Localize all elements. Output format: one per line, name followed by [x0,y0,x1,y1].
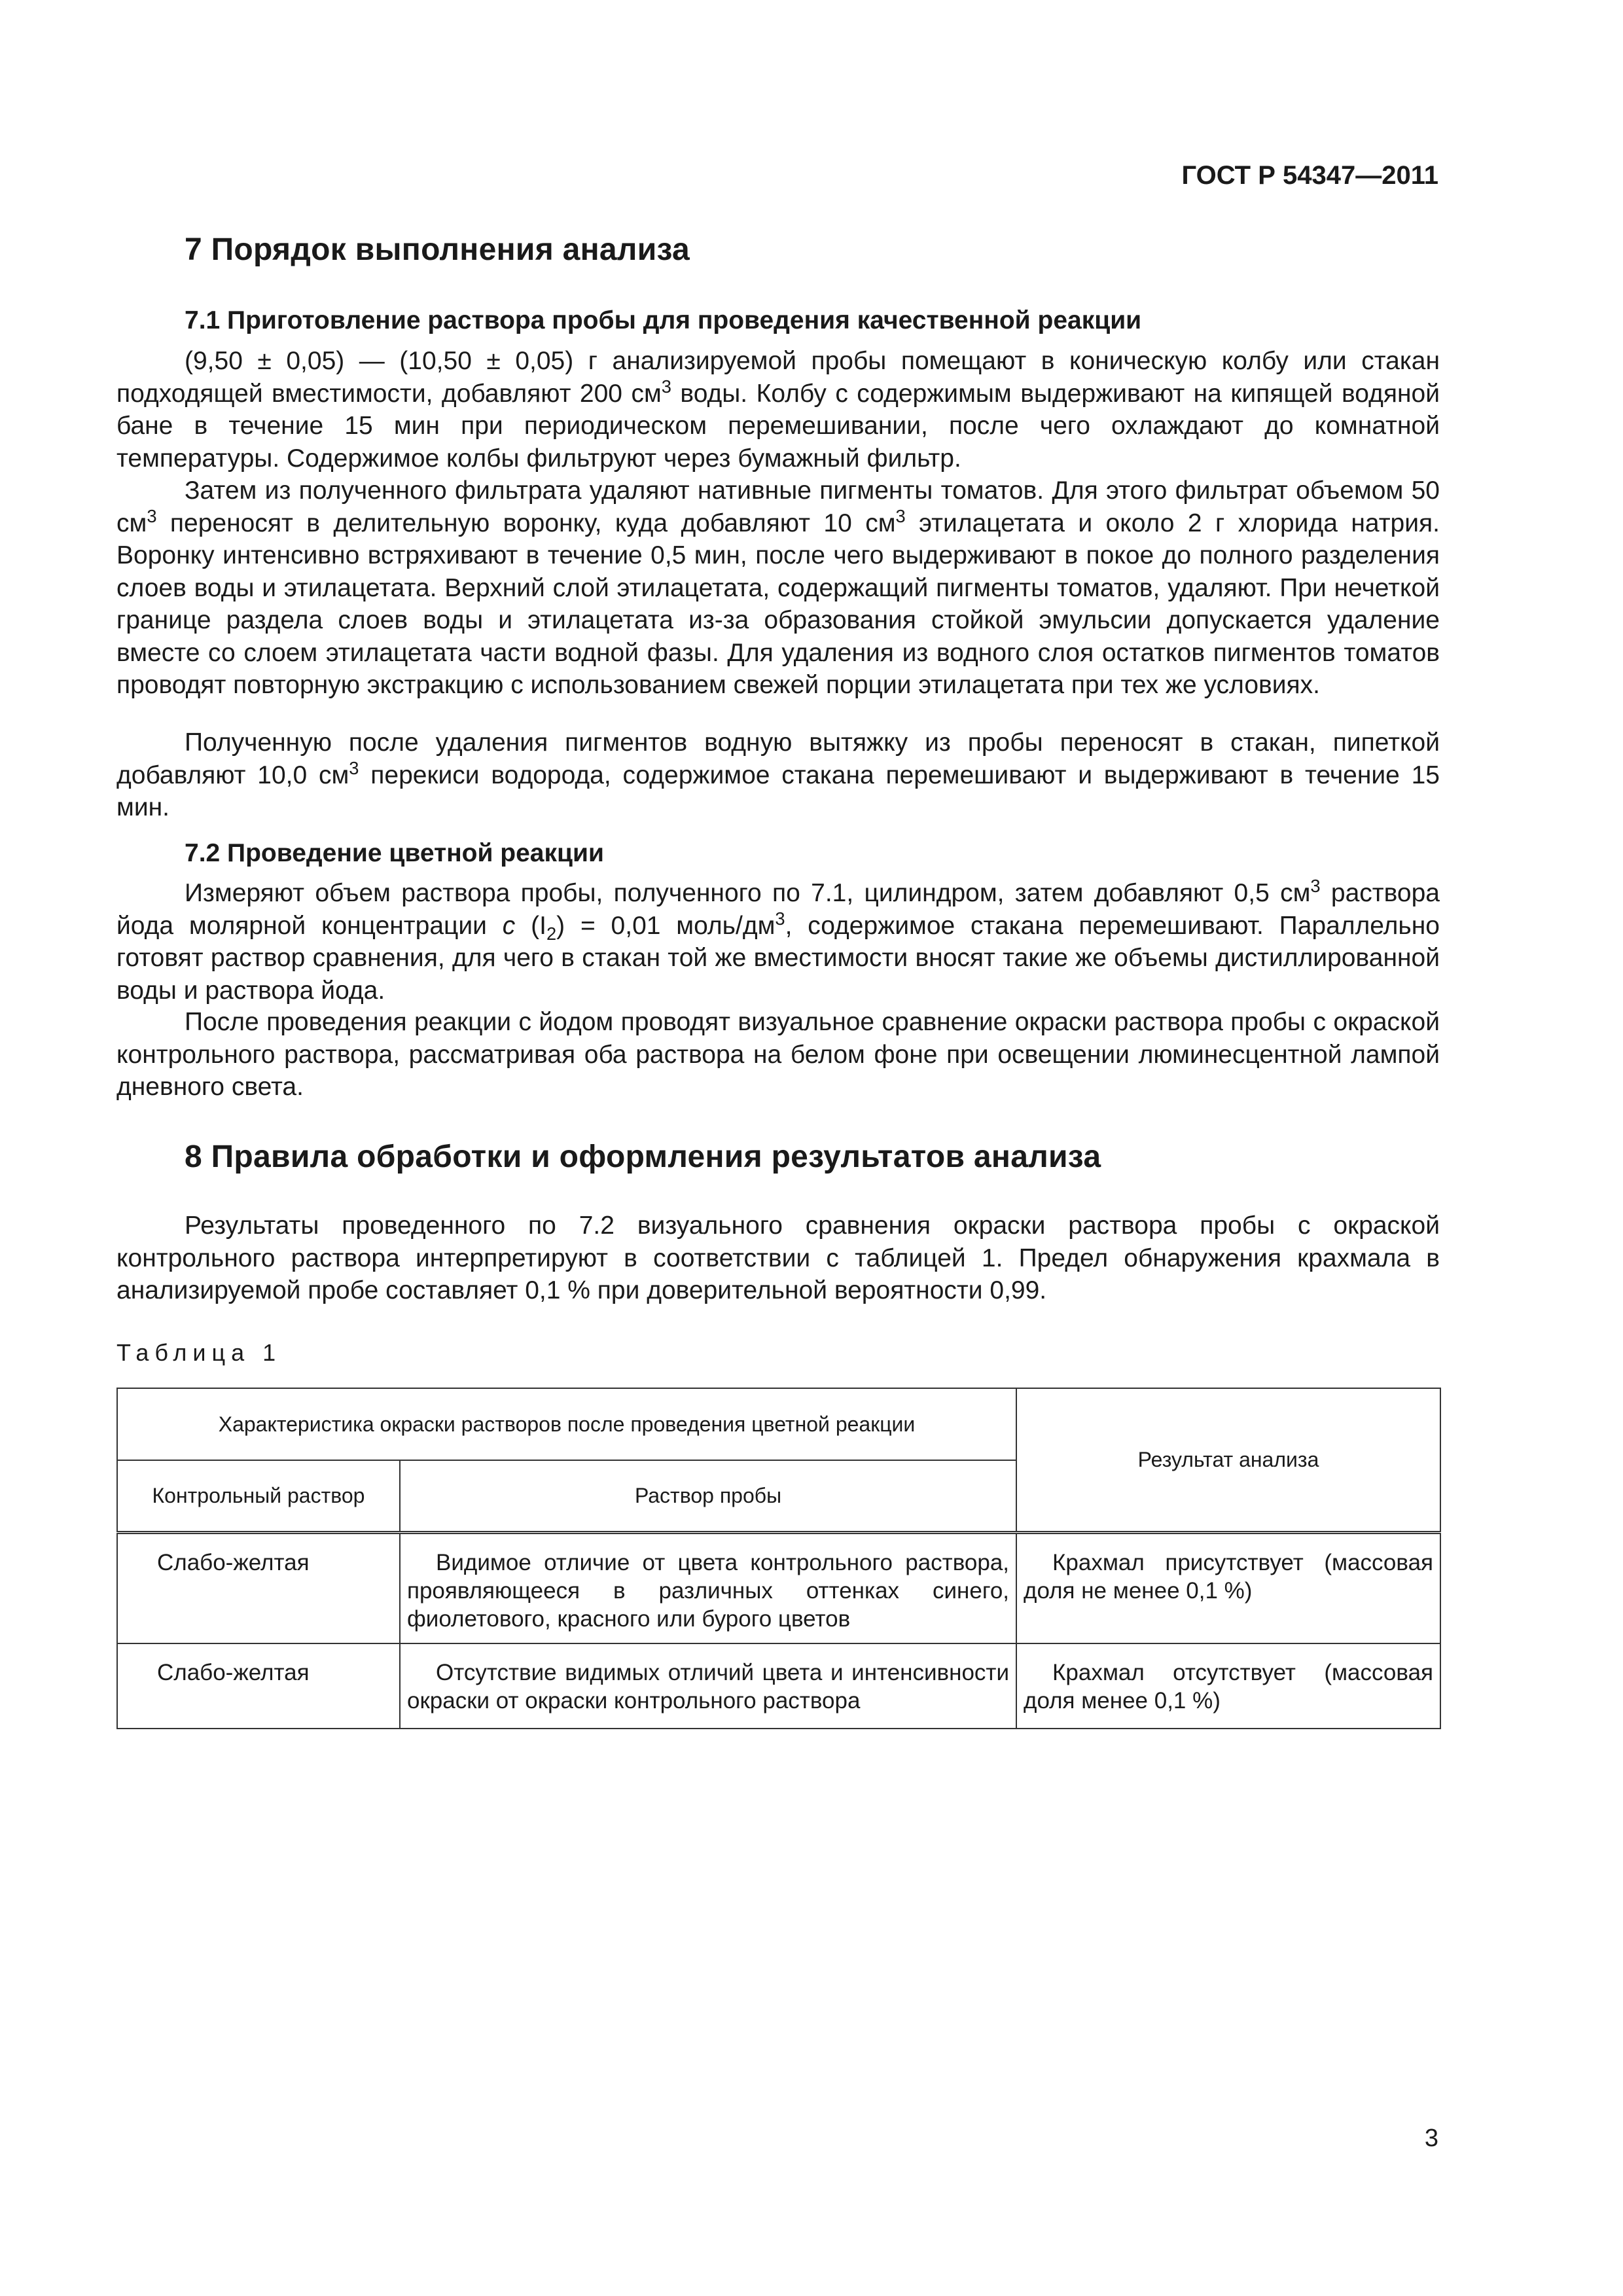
header-sample-solution: Раствор пробы [400,1460,1016,1532]
cell-control: Слабо-желтая [117,1643,400,1729]
cell-sample: Отсутствие видимых отличий цвета и интенсивности окраски от окраски контрольного раствора [400,1643,1016,1729]
cell-sample: Видимое отличие от цвета контрольного раствора, проявляющееся в различных оттенках синего, фиолетового, красного или бурого цветов [400,1532,1016,1643]
table-row [117,1532,1440,1643]
paragraph-7-1-2: Затем из полученного фильтрата удаляют нативные пигменты томатов. Для этого фильтрат объемом 50 $см^3$ переносят в делительную воронку, куда добавляют 10 $см^3$ этилацетата и около 2 г хлорида натрия. Воронку интенсивно встряхивают в течение 0,5 мин, после чего выдерживают в покое до полного разделения слоев воды и этилацетата. Верхний слой этилацетата, содержащий пигменты томатов, удаляют. При нечеткой границе раздела слоев воды и этилацетата из-за образования стойкой эмульсии допускается удаление вместе со слоем этилацетата части водной фазы. Для удаления из водного слоя остатков пигментов томатов проводят повторную экстракцию с использованием свежей порции этилацетата при тех же условиях. [116,476,1440,699]
paragraph-7-1-1: (9,50 ± 0,05) — (10,50 ± 0,05) г анализируемой пробы помещают в коническую колбу или стакан подходящей вместимости, добавляют 200 $см^3$ воды. Колбу с содержимым выдерживают на кипящей водяной бане в течение 15 мин при периодическом перемешивании, после чего охлаждают до комнатной температуры. Содержимое колбы фильтруют через бумажный фильтр. [116,347,1440,473]
table-header-row-1 [117,1388,1440,1460]
table-row [117,1643,1440,1729]
header-control-solution: Контрольный раствор [117,1460,400,1532]
cell-result: Крахмал отсутствует (массовая доля менее 0,1 %) [1016,1643,1440,1729]
section-7-2-heading: 7.2 Проведение цветной реакции [185,839,604,867]
table-caption: Таблица 1 [116,1339,282,1366]
paragraph-7-2-1: Измеряют объем раствора пробы, полученного по 7.1, цилиндром, затем добавляют 0,5 $см^3$ раствора йода молярной концентрации c $(I_2) = 0,01$ моль/$дм^3$, содержимое стакана перемешивают. Параллельно готовят раствор сравнения, для чего в стакан той же вместимости вносят такие же объемы дистиллированной воды и раствора йода. [116,876,1440,1005]
section-7-heading: 7 Порядок выполнения анализа [185,232,690,267]
header-result: Результат анализа [1016,1388,1440,1532]
cell-control: Слабо-желтая [117,1532,400,1643]
document-code: ГОСТ Р 54347—2011 [1181,161,1438,190]
page-number: 3 [1424,2125,1438,2152]
section-7-1-heading: 7.1 Приготовление раствора пробы для проведения качественной реакции [185,306,1142,334]
cell-result: Крахмал присутствует (массовая доля не менее 0,1 %) [1016,1532,1440,1643]
paragraph-7-1-3: Полученную после удаления пигментов водную вытяжку из пробы переносят в стакан, пипеткой добавляют 10,0 $см^3$ перекиси водорода, содержимое стакана перемешивают и выдерживают в течение 15 мин. [116,728,1440,821]
header-color-characteristics: Характеристика окраски растворов после проведения цветной реакции [117,1388,1016,1460]
paragraph-8-1: Результаты проведенного по 7.2 визуального сравнения окраски раствора пробы с окраской контрольного раствора интерпретируют в соответствии с таблицей 1. Предел обнаружения крахмала в анализируемой пробе составляет 0,1 % при доверительной вероятности 0,99. [116,1211,1440,1304]
paragraph-7-2-2: После проведения реакции с йодом проводят визуальное сравнение окраски раствора пробы с окраской контрольного раствора, рассматривая оба раствора на белом фоне при освещении люминесцентной лампой дневного света. [116,1008,1440,1101]
results-table [116,1388,1441,1729]
section-8-heading: 8 Правила обработки и оформления результатов анализа [185,1139,1101,1174]
